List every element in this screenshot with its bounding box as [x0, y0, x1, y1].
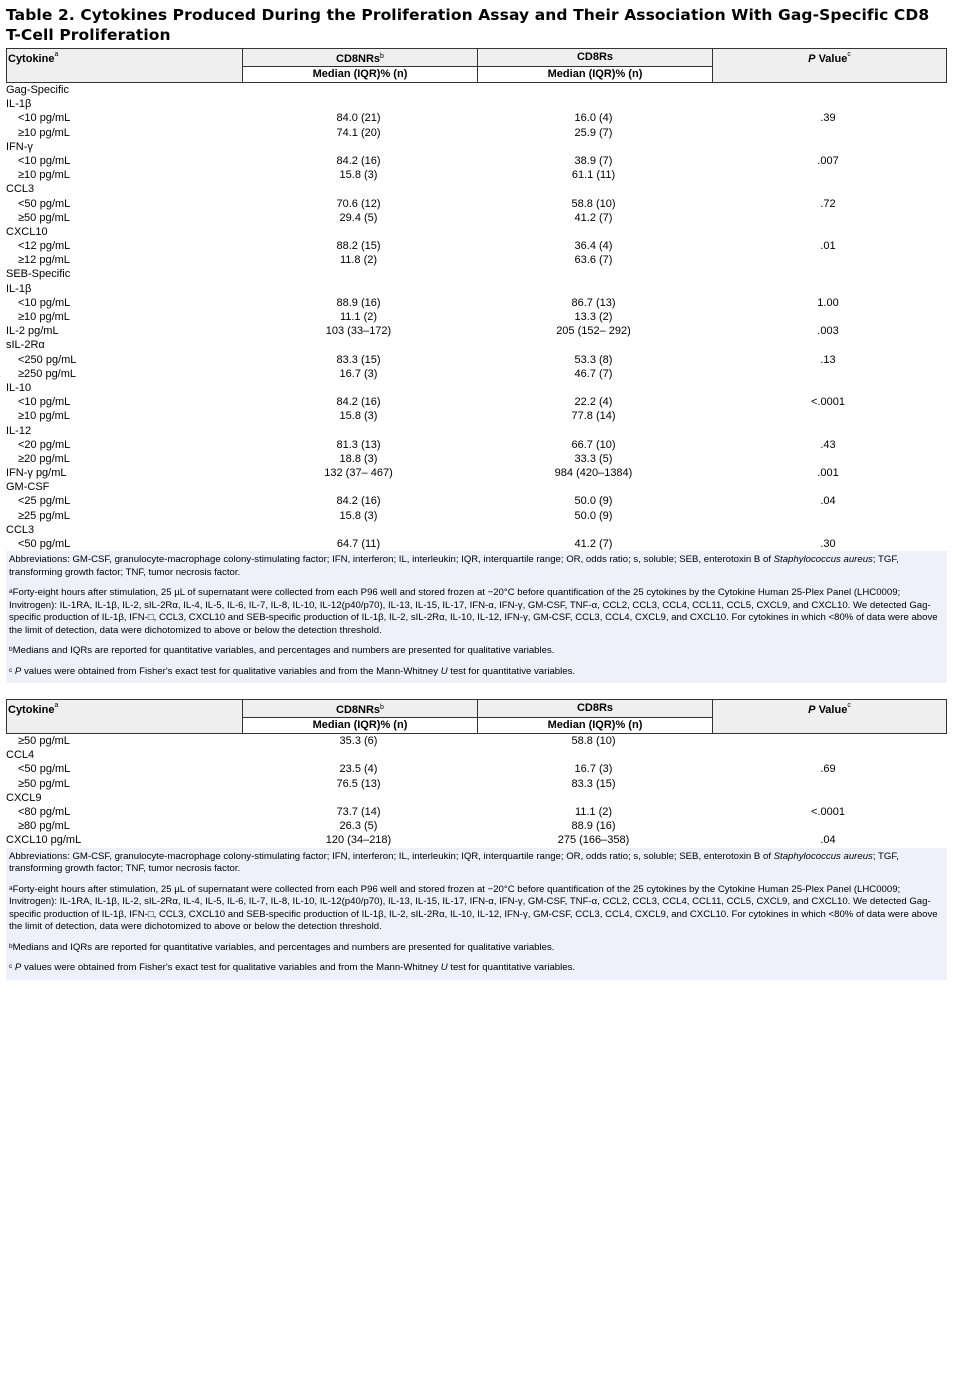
- table-row: [6, 494, 947, 508]
- table-header: [6, 699, 947, 734]
- row-label: <10 pg/mL: [18, 296, 71, 309]
- cell-cd8nrs: 88.9 (16): [336, 296, 381, 309]
- cell-cd8rs: 33.3 (5): [574, 452, 613, 465]
- row-label: <250 pg/mL: [18, 353, 77, 366]
- row-label: SEB-Specific: [6, 268, 71, 281]
- table-row: [6, 282, 947, 296]
- row-label: <20 pg/mL: [18, 438, 71, 451]
- row-label: ≥10 pg/mL: [18, 126, 70, 139]
- cell-cd8nrs: 73.7 (14): [336, 805, 381, 818]
- cell-cd8rs: 50.0 (9): [574, 495, 613, 508]
- table-row: [6, 197, 947, 211]
- cell-cd8nrs: 81.3 (13): [336, 438, 381, 451]
- table-row: [6, 424, 947, 438]
- row-label: sIL-2Rα: [6, 339, 45, 352]
- row-label: ≥50 pg/mL: [18, 735, 70, 747]
- cell-cd8rs: 41.2 (7): [574, 211, 613, 224]
- table-row: [6, 395, 947, 409]
- table-row: [6, 211, 947, 225]
- cell-cd8rs: 11.1 (2): [574, 805, 613, 818]
- table-row: [6, 537, 947, 551]
- cell-pvalue: .04: [820, 495, 836, 508]
- header-cd8nrs: CD8NRs$^b$ Median (IQR)% (n): [242, 700, 477, 733]
- row-label: Gag-Specific: [6, 84, 69, 96]
- cell-cd8nrs: 132 (37– 467): [324, 467, 393, 480]
- cell-cd8nrs: 35.3 (6): [339, 735, 378, 747]
- table-body: [6, 734, 947, 848]
- cell-cd8rs: 61.1 (11): [571, 169, 616, 182]
- header-cytokine: Cytokine$^a$: [8, 702, 59, 716]
- table-row: [6, 409, 947, 423]
- cell-pvalue: .001: [817, 467, 839, 480]
- row-label: <10 pg/mL: [18, 396, 71, 409]
- table-row: [6, 182, 947, 196]
- row-label: CCL4: [6, 749, 35, 762]
- cell-cd8nrs: 120 (34–218): [325, 834, 392, 847]
- cell-cd8rs: 53.3 (8): [574, 353, 613, 366]
- header-cd8rs: CD8Rs Median (IQR)% (n): [477, 49, 712, 82]
- cell-cd8nrs: 11.1 (2): [339, 311, 378, 323]
- cell-cd8nrs: 15.8 (3): [339, 169, 378, 182]
- row-label: <25 pg/mL: [18, 495, 71, 508]
- table-body: [6, 83, 947, 551]
- cell-pvalue: .13: [820, 353, 836, 366]
- cell-cd8rs: 63.6 (7): [574, 254, 613, 267]
- row-label: IL-1β: [6, 282, 32, 295]
- cell-pvalue: <.0001: [811, 396, 845, 409]
- table-row: [6, 310, 947, 324]
- table-row: [6, 833, 947, 847]
- table-row: [6, 253, 947, 267]
- table-row: [6, 438, 947, 452]
- cell-cd8nrs: 26.3 (5): [339, 820, 378, 833]
- table-row: [6, 97, 947, 111]
- cell-cd8rs: 38.9 (7): [574, 154, 613, 167]
- cell-cd8nrs: 74.1 (20): [336, 126, 381, 139]
- row-label: <50 pg/mL: [18, 197, 71, 210]
- table-row: [6, 819, 947, 833]
- cell-pvalue: .04: [820, 834, 836, 847]
- table-row: [6, 762, 947, 776]
- cell-cd8rs: 36.4 (4): [574, 240, 613, 253]
- cell-cd8rs: 41.2 (7): [574, 538, 613, 550]
- cell-cd8nrs: 103 (33–172): [325, 325, 392, 338]
- table-row: [6, 296, 947, 310]
- cell-cd8rs: 58.8 (10): [571, 197, 616, 210]
- row-label: ≥250 pg/mL: [18, 367, 77, 380]
- row-label: ≥50 pg/mL: [18, 211, 70, 224]
- table-row: [6, 324, 947, 338]
- row-label: CCL3: [6, 183, 35, 196]
- footnote-a: $^a$Forty-eight hours after stimulation, 25 µL of supernatant were collected from each P96 well and stored frozen at −20°C before quantification of the 25 cytokines by the Cytokine Human 25-Plex Panel (LHC0009; Invitrogen): IL-1RA, IL-1β, IL-2, sIL-2Rα, IL-4, IL-5, IL-6, IL-7, IL-8, IL-10, IL-12(p40/p70), IL-13, IL-15, IL-17, IFN-α, IFN-γ, GM-CSF, TNF-α, CCL2, CCL3, CCL4, CCL11, CCL5, CXCL9, and CXCL10. We detected Gag-specific production of IL-1β, IFN-□, CCL3, CXCL10 and SEB-specific production of IL-1β, IL-2, sIL-2Rα, IL-10, IL-12, IFN-γ, GM-CSF, CCL3, CCL4, CXCL9, and CXCL10. For cytokines in which <80% of data were above the limit of detection, data were dichotomized to above or below the detection threshold.: [9, 587, 938, 636]
- cell-pvalue: .39: [820, 112, 836, 125]
- header-pvalue: P Value$^c$: [712, 700, 946, 733]
- row-label: IFN-γ pg/mL: [6, 467, 67, 480]
- cell-cd8rs: 86.7 (13): [571, 296, 616, 309]
- cell-cd8nrs: 84.2 (16): [336, 154, 381, 167]
- cell-cd8nrs: 64.7 (11): [336, 538, 381, 550]
- cell-cd8rs: 77.8 (14): [571, 410, 616, 423]
- footnote-c: $^c$ P values were obtained from Fisher's exact test for qualitative variables and from the Mann-Whitney U test for quantitative variables.: [9, 962, 576, 973]
- row-label: IFN-γ: [6, 140, 33, 153]
- cell-cd8nrs: 76.5 (13): [336, 777, 381, 790]
- cell-cd8nrs: 16.7 (3): [339, 367, 378, 380]
- row-label: CCL3: [6, 523, 35, 536]
- cell-pvalue: .30: [820, 538, 836, 550]
- row-label: ≥25 pg/mL: [18, 509, 70, 522]
- cell-pvalue: .69: [820, 763, 836, 776]
- cell-cd8nrs: 70.6 (12): [336, 197, 381, 210]
- cell-cd8nrs: 11.8 (2): [339, 254, 378, 267]
- cell-cd8rs: 275 (166–358): [557, 834, 630, 847]
- cell-cd8rs: 66.7 (10): [571, 438, 616, 451]
- table-row: [6, 126, 947, 140]
- footnote-a: $^a$Forty-eight hours after stimulation, 25 µL of supernatant were collected from each P96 well and stored frozen at −20°C before quantification of the 25 cytokines by the Cytokine Human 25-Plex Panel (LHC0009; Invitrogen): IL-1RA, IL-1β, IL-2, sIL-2Rα, IL-4, IL-5, IL-6, IL-7, IL-8, IL-10, IL-12(p40/p70), IL-13, IL-15, IL-17, IFN-α, IFN-γ, GM-CSF, TNF-α, CCL2, CCL3, CCL4, CCL11, CCL5, CXCL9, and CXCL10. We detected Gag-specific production of IL-1β, IFN-□, CCL3, CXCL10 and SEB-specific production of IL-1β, IL-2, sIL-2Rα, IL-10, IL-12, IFN-γ, GM-CSF, CCL3, CCL4, CXCL9, and CXCL10. For cytokines in which <80% of data were above the limit of detection, data were dichotomized to above or below the detection threshold.: [9, 883, 938, 932]
- row-label: <50 pg/mL: [18, 763, 71, 776]
- row-label: ≥10 pg/mL: [18, 410, 70, 423]
- cell-cd8nrs: 15.8 (3): [339, 509, 378, 522]
- cell-pvalue: .003: [817, 325, 839, 338]
- row-label: IL-1β: [6, 98, 32, 111]
- row-label: ≥80 pg/mL: [18, 820, 70, 833]
- cell-cd8nrs: 29.4 (5): [339, 211, 378, 224]
- row-label: CXCL9: [6, 791, 42, 804]
- cell-pvalue: <.0001: [811, 805, 845, 818]
- footnote-b: $^b$Medians and IQRs are reported for quantitative variables, and percentages and numbers are presented for qualitative variables.: [9, 645, 555, 657]
- table-row: [6, 480, 947, 494]
- table-row: [6, 791, 947, 805]
- row-label: GM-CSF: [6, 481, 50, 494]
- page-title: Table 2. Cytokines Produced During the Proliferation Assay and Their Association With Gag-Specific CD8 T-Cell Proliferation: [6, 6, 930, 44]
- cell-cd8rs: 13.3 (2): [574, 311, 613, 323]
- cell-pvalue: 1.00: [817, 296, 839, 309]
- table-row: [6, 523, 947, 537]
- table-row: [6, 353, 947, 367]
- table-row: [6, 734, 947, 748]
- cell-cd8nrs: 18.8 (3): [339, 452, 378, 465]
- cell-cd8rs: 58.8 (10): [571, 735, 616, 747]
- cell-cd8rs: 16.7 (3): [574, 763, 613, 776]
- footnote-abbreviations: Abbreviations: GM-CSF, granulocyte-macrophage colony-stimulating factor; IFN, interferon; IL, interleukin; IQR, interquartile range; OR, odds ratio; s, soluble; SEB, enterotoxin B of Staphylococcus aureus; TGF, transforming growth factor; TNF, tumor necrosis factor.: [9, 850, 899, 874]
- row-label: <12 pg/mL: [18, 240, 71, 253]
- table-row: [6, 267, 947, 281]
- table-row: [6, 239, 947, 253]
- table-row: [6, 805, 947, 819]
- row-label: IL-10: [6, 381, 32, 394]
- cell-cd8nrs: 84.2 (16): [336, 495, 381, 508]
- table-row: [6, 225, 947, 239]
- cell-pvalue: .43: [820, 438, 836, 451]
- header-cd8nrs: CD8NRs$^b$ Median (IQR)% (n): [242, 49, 477, 82]
- cell-cd8rs: 83.3 (15): [571, 777, 616, 790]
- table-row: [6, 83, 947, 97]
- cell-cd8rs: 88.9 (16): [571, 820, 616, 833]
- row-label: ≥10 pg/mL: [18, 169, 70, 182]
- table-part-2: [6, 699, 947, 980]
- table-row: [6, 452, 947, 466]
- table-row: [6, 338, 947, 352]
- cell-cd8nrs: 83.3 (15): [336, 353, 381, 366]
- header-cd8rs: CD8Rs Median (IQR)% (n): [477, 700, 712, 733]
- cell-cd8rs: 22.2 (4): [574, 396, 613, 409]
- header-pvalue: P Value$^c$: [712, 49, 946, 82]
- row-label: IL-12: [6, 424, 32, 437]
- table-row: [6, 140, 947, 154]
- row-label: ≥12 pg/mL: [18, 254, 70, 267]
- footnote-abbreviations: Abbreviations: GM-CSF, granulocyte-macrophage colony-stimulating factor; IFN, interferon; IL, interleukin; IQR, interquartile range; OR, odds ratio; s, soluble; SEB, enterotoxin B of Staphylococcus aureus; TGF, transforming growth factor; TNF, tumor necrosis factor.: [9, 554, 899, 578]
- row-label: IL-2 pg/mL: [6, 325, 59, 338]
- table-row: [6, 777, 947, 791]
- footnote-c: $^c$ P values were obtained from Fisher's exact test for qualitative variables and from the Mann-Whitney U test for quantitative variables.: [9, 665, 576, 677]
- row-label: <50 pg/mL: [18, 538, 71, 550]
- row-label: ≥20 pg/mL: [18, 452, 70, 465]
- table-row: [6, 509, 947, 523]
- row-label: ≥50 pg/mL: [18, 777, 70, 790]
- cell-cd8nrs: 15.8 (3): [339, 410, 378, 423]
- row-label: CXCL10: [6, 225, 48, 238]
- table-footnotes: [6, 848, 947, 980]
- cell-cd8nrs: 84.2 (16): [336, 396, 381, 409]
- cell-cd8rs: 984 (420–1384): [554, 467, 633, 480]
- table-row: [6, 168, 947, 182]
- cell-pvalue: .01: [820, 240, 836, 253]
- row-label: ≥10 pg/mL: [18, 311, 70, 323]
- header-cytokine: Cytokine$^a$: [8, 51, 59, 65]
- cell-cd8rs: 16.0 (4): [574, 112, 613, 125]
- cell-cd8rs: 25.9 (7): [574, 126, 613, 139]
- cell-cd8nrs: 23.5 (4): [339, 763, 378, 776]
- cell-pvalue: .007: [817, 154, 839, 167]
- row-label: <80 pg/mL: [18, 805, 71, 818]
- table-row: [6, 381, 947, 395]
- table-part-1: [6, 48, 947, 683]
- cell-cd8nrs: 84.0 (21): [336, 112, 381, 125]
- row-label: <10 pg/mL: [18, 112, 71, 125]
- cell-pvalue: .72: [820, 197, 836, 210]
- footnote-b: $^b$Medians and IQRs are reported for quantitative variables, and percentages and numbers are presented for qualitative variables.: [9, 941, 555, 953]
- cell-cd8nrs: 88.2 (15): [336, 240, 381, 253]
- cell-cd8rs: 50.0 (9): [574, 509, 613, 522]
- row-label: CXCL10 pg/mL: [6, 834, 82, 847]
- table-row: [6, 466, 947, 480]
- table-row: [6, 748, 947, 762]
- cell-cd8rs: 205 (152– 292): [556, 325, 631, 338]
- table-row: [6, 154, 947, 168]
- cell-cd8rs: 46.7 (7): [574, 367, 613, 380]
- row-label: <10 pg/mL: [18, 154, 71, 167]
- table-header: [6, 48, 947, 83]
- table-row: [6, 367, 947, 381]
- table-footnotes: [6, 551, 947, 683]
- table-row: [6, 111, 947, 125]
